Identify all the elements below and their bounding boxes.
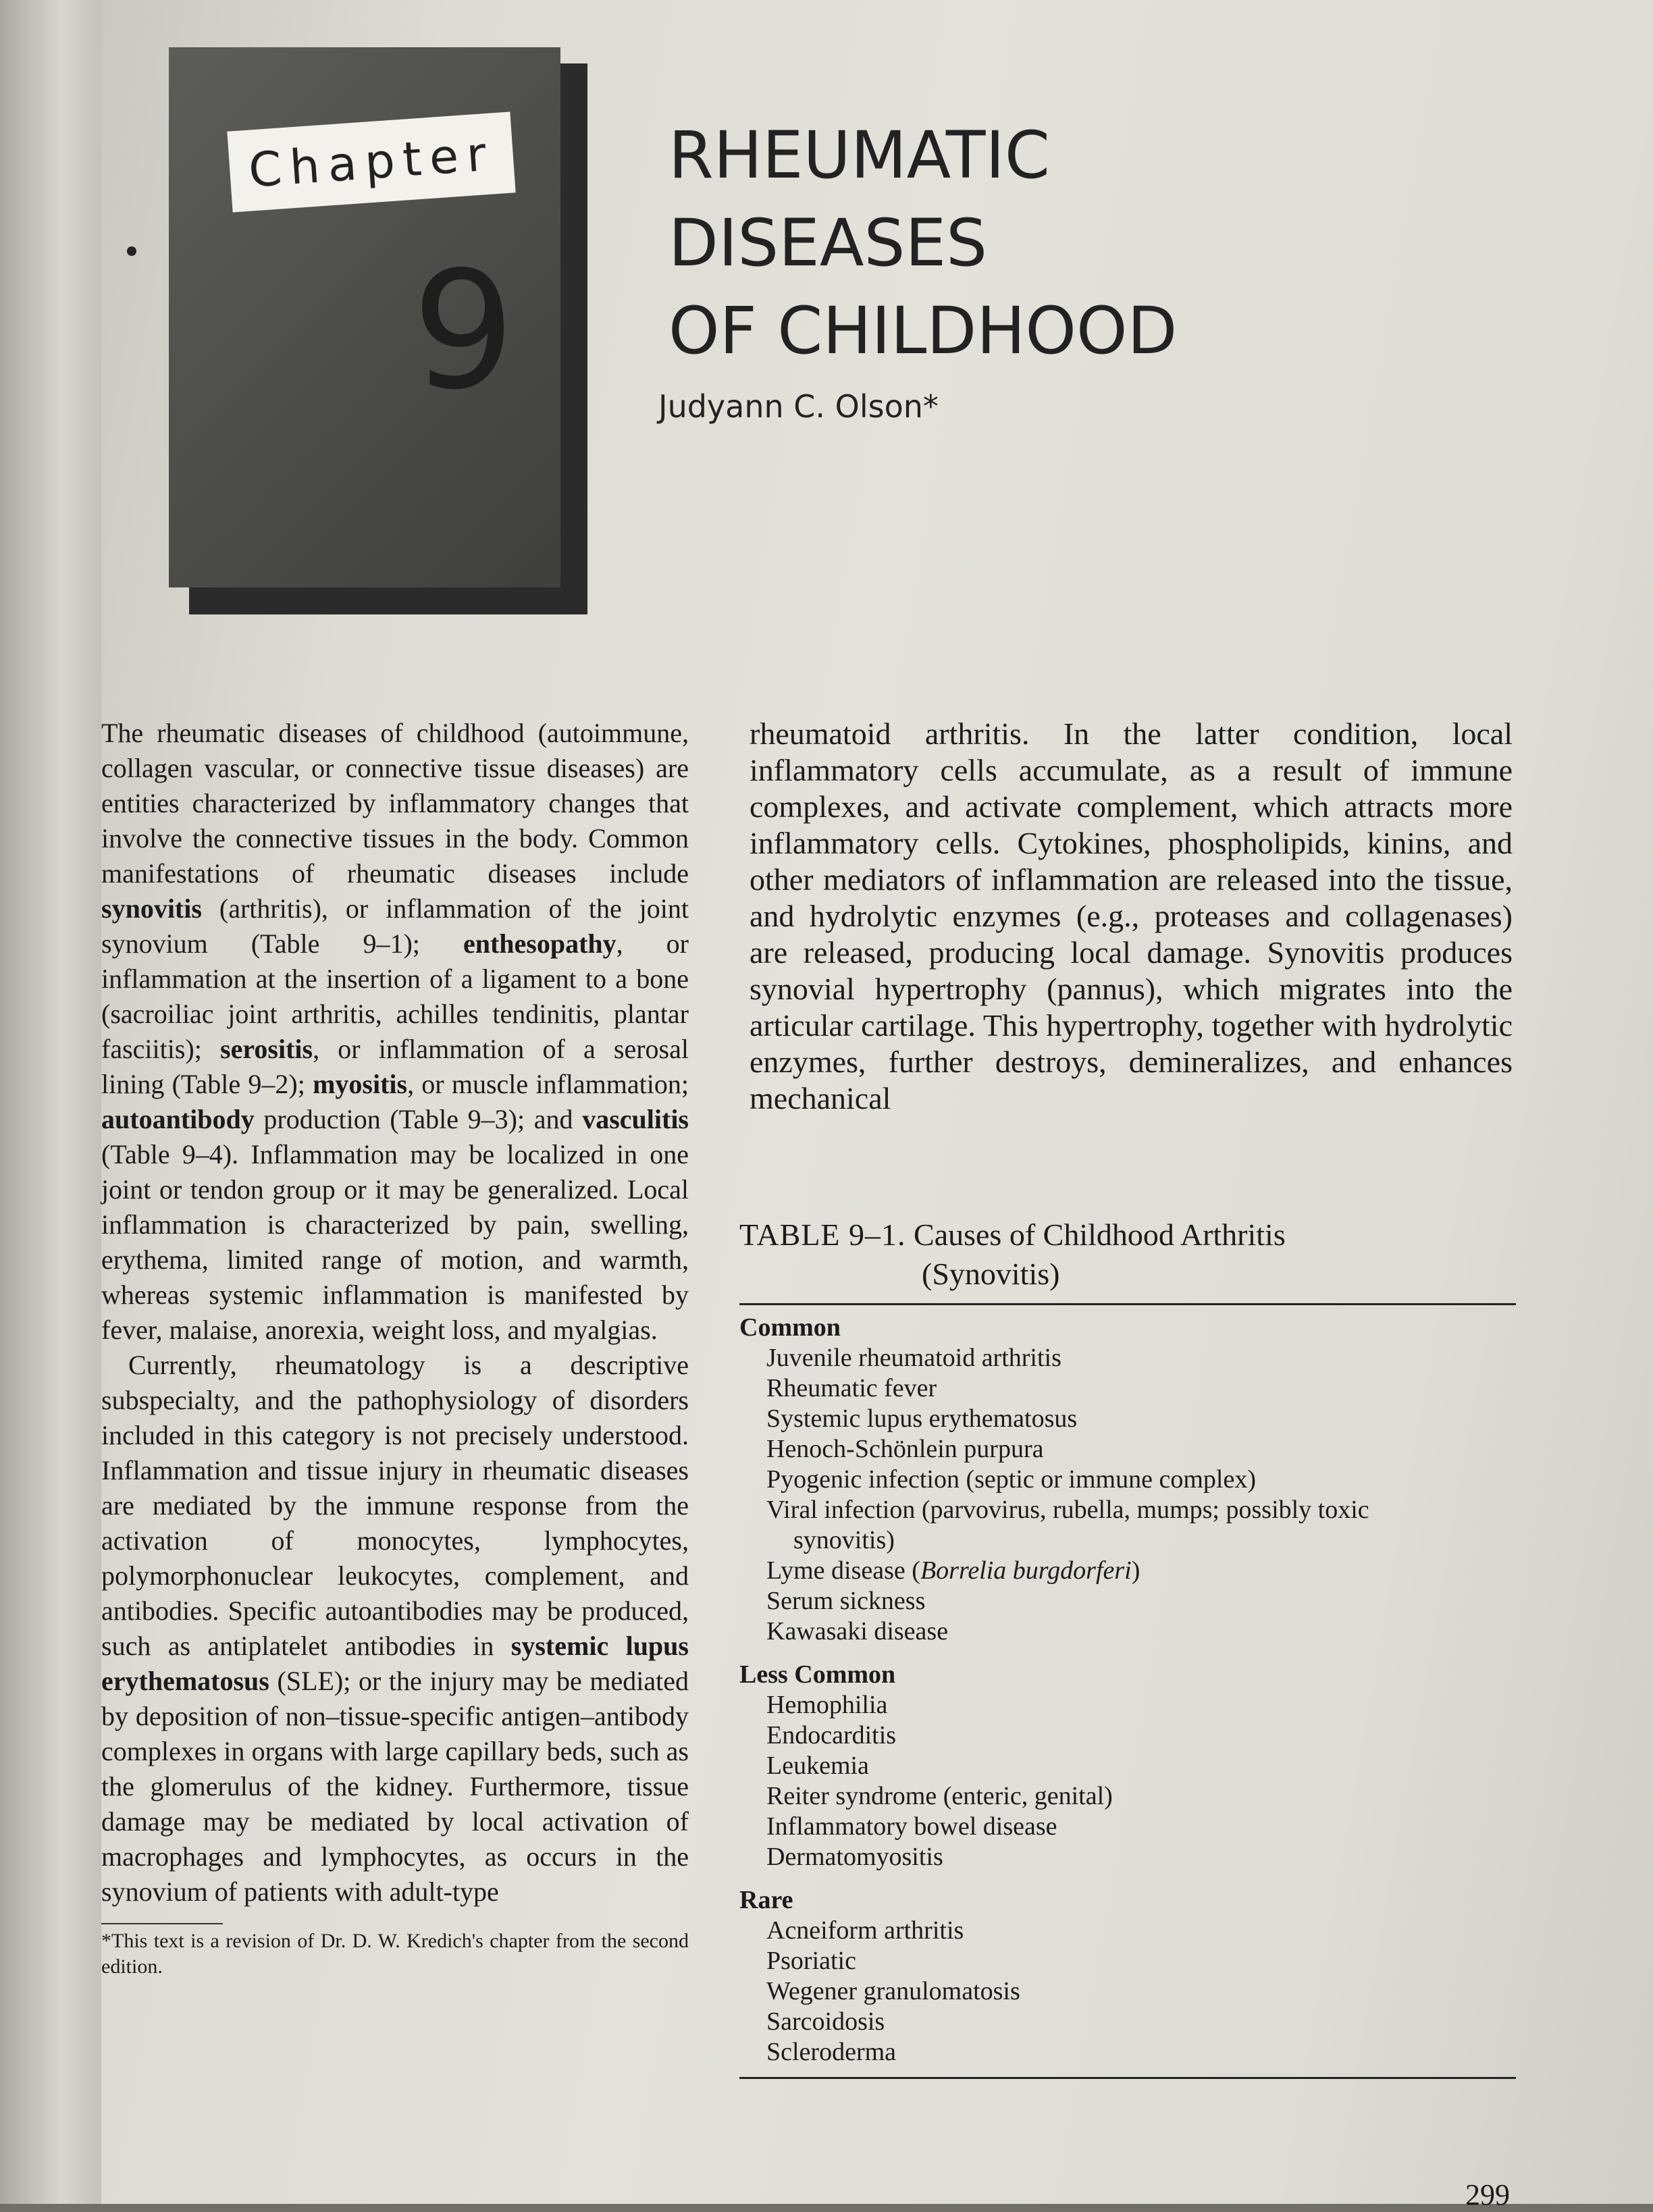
table-caption	[739, 1215, 1516, 1294]
bold-term: vasculitis	[582, 1104, 689, 1134]
chapter-label: Chapter	[227, 111, 515, 212]
bold-term: myositis	[313, 1069, 408, 1099]
table-item: Reiter syndrome (enteric, genital)	[766, 1782, 1113, 1810]
table-item: Leukemia	[766, 1752, 869, 1780]
table-item: Henoch-Schönlein purpura	[766, 1435, 1044, 1463]
table-body	[739, 1312, 1516, 2068]
paragraph-1	[101, 716, 689, 1348]
text-run: (Table 9–4). Inflammation may be localized in one joint or tendon group or it may be generalized. Local inflammation is characterized by pain, swelling, erythema, limited range of motion, and warmth, whereas systemic inflammation is manifested by fever, malaise, anorexia, weight loss, and myalgias.	[101, 1139, 689, 1345]
bullet-mark	[127, 246, 136, 256]
left-column	[101, 716, 689, 1980]
table-item: Rheumatic fever	[766, 1374, 937, 1402]
bold-term: systemic lupus erythematosus	[101, 1631, 689, 1696]
chapter-title	[668, 111, 1344, 375]
chapter-box	[169, 47, 587, 614]
text-run: (SLE); or the injury may be mediated by deposition of non–tissue-specific antigen–antibody complexes in organs with large capillary beds, such as the glomerulus of the kidney. Furthermore, tissue damage may be mediated by local activation of macrophages and lymphocytes, as occurs in the synovium of patients with adult-type	[101, 1666, 689, 1907]
table-item: Sarcoidosis	[766, 2007, 885, 2036]
table-item: Inflammatory bowel disease	[766, 1812, 1057, 1841]
table-group	[739, 1312, 1516, 1647]
table-item: Pyogenic infection (septic or immune complex)	[766, 1465, 1256, 1494]
right-column-paragraph: rheumatoid arthritis. In the latter condition, local inflammatory cells accumulate, as a result of immune complexes, and activate complement, which attracts more inflammatory cells. Cytokines, phospholipids, kinins, and other mediators of inflammation are released into the tissue, and hydrolytic enzymes (e.g., proteases and collagenases) are released, producing local damage. Synovitis produces synovial hypertrophy (pannus), which migrates into the articular cartilage. This hypertrophy, together with hydrolytic enzymes, further destroys, demineralizes, and enhances mechanical	[750, 716, 1513, 1115]
bold-term: synovitis	[101, 893, 202, 924]
bold-term: enthesopathy	[463, 928, 616, 959]
bold-term: autoantibody	[101, 1104, 255, 1134]
text-run: The rheumatic diseases of childhood (autoimmune, collagen vascular, or connective tissue diseases) are entities characterized by inflammatory changes that involve the connective tissues in the body. Common manifestations of rheumatic diseases include	[101, 718, 689, 889]
table-item: Viral infection (parvovirus, rubella, mumps; possibly toxic	[766, 1496, 1369, 1524]
chapter-title-line-1: RHEUMATIC DISEASES	[668, 117, 1050, 281]
table-group	[739, 1885, 1516, 2068]
table-9-1	[739, 1215, 1516, 2086]
table-item: Scleroderma	[766, 2038, 897, 2066]
table-number: TABLE 9–1.	[739, 1217, 906, 1252]
table-subtitle: (Synovitis)	[922, 1257, 1060, 1291]
table-group-heading: Rare	[739, 1886, 793, 1914]
table-item: Psoriatic	[766, 1947, 856, 1975]
table-item: Wegener granulomatosis	[766, 1977, 1020, 2005]
footnote-rule	[101, 1923, 223, 1924]
right-column	[750, 716, 1513, 1117]
table-item: Dermatomyositis	[766, 1843, 943, 1871]
table-group-heading: Less Common	[739, 1660, 896, 1689]
table-item: Lyme disease (Borrelia burgdorferi)	[766, 1556, 1140, 1585]
table-top-rule	[739, 1303, 1516, 1305]
table-item: Endocarditis	[766, 1721, 897, 1749]
table-item: synovitis)	[793, 1526, 895, 1554]
text-run: Currently, rheumatology is a descriptive subspecialty, and the pathophysiology of disorders included in this category is not precisely understood. Inflammation and tissue injury in rheumatic diseases are mediated by the immune response from the activation of monocytes, lymphocytes, polymorphonuclear leukocytes, complement, and antibodies. Specific autoantibodies may be produced, such as antiplatelet antibodies in	[101, 1350, 689, 1661]
footnote: *This text is a revision of Dr. D. W. Kredich's chapter from the second edition.	[101, 1930, 689, 1978]
chapter-title-line-2: OF CHILDHOOD	[668, 293, 1178, 369]
table-item: Kawasaki disease	[766, 1617, 949, 1645]
text-run: , or inflammation at the insertion of a ligament to a bone (sacroiliac joint arthritis, achilles tendinitis, plantar fasciitis);	[101, 928, 689, 1064]
page-number: 299	[1465, 2178, 1510, 2211]
bold-term: serositis	[220, 1034, 313, 1064]
table-item: Acneiform arthritis	[766, 1916, 964, 1945]
table-item: Hemophilia	[766, 1691, 888, 1719]
paragraph-2	[101, 1348, 689, 1910]
chapter-author: Judyann C. Olson*	[658, 388, 939, 425]
chapter-number: 9	[412, 236, 515, 425]
adjacent-page-edge	[0, 0, 101, 2204]
text-run: (arthritis), or inflammation of the joint synovium (Table 9–1);	[101, 893, 689, 959]
text-run: , or inflammation of a serosal lining (Table 9–2);	[101, 1034, 689, 1099]
table-title: Causes of Childhood Arthritis	[914, 1217, 1286, 1252]
table-group-heading: Common	[739, 1313, 841, 1342]
table-item: Juvenile rheumatoid arthritis	[766, 1344, 1061, 1372]
text-run: , or muscle inflammation;	[407, 1069, 689, 1099]
table-item: Serum sickness	[766, 1587, 926, 1615]
text-run: production (Table 9–3); and	[254, 1104, 583, 1134]
table-group	[739, 1659, 1516, 1872]
table-bottom-rule	[739, 2077, 1516, 2079]
table-item: Systemic lupus erythematosus	[766, 1404, 1078, 1433]
